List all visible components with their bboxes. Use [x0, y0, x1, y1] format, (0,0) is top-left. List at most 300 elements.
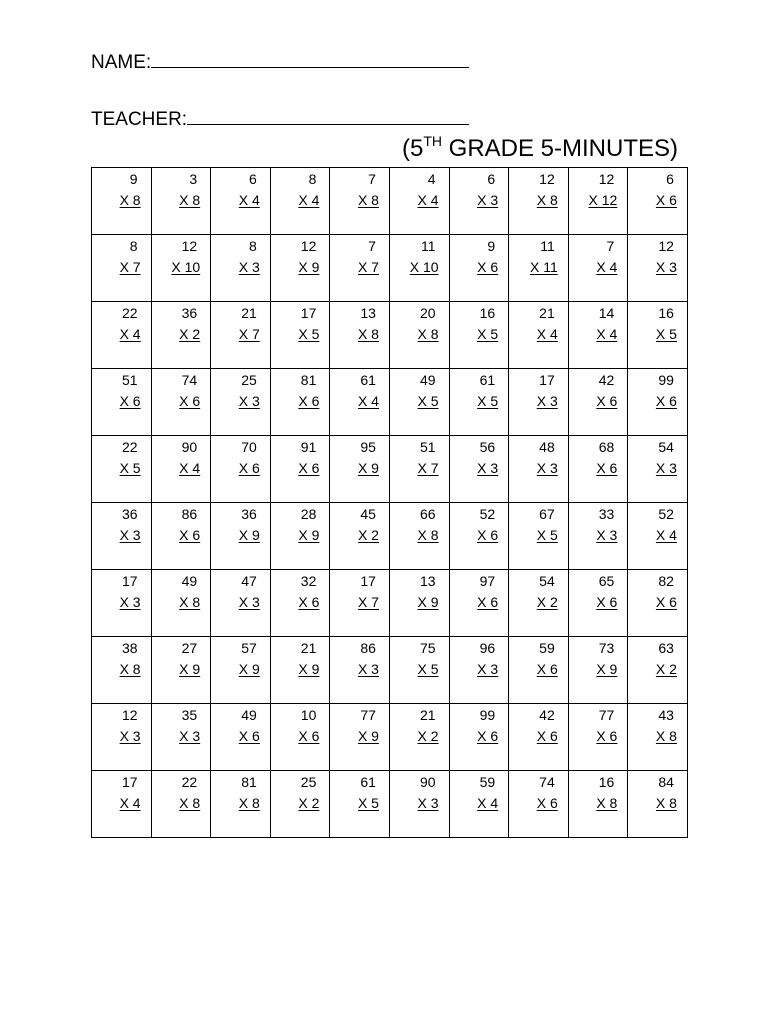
- problem-number: 96: [479, 640, 496, 656]
- problem-cell[interactable]: [568, 436, 628, 503]
- problem-multiplier: X 7: [357, 594, 379, 610]
- problem-number: 49: [241, 707, 257, 723]
- problem-cell[interactable]: [449, 369, 509, 436]
- problem-multiplier: X 4: [119, 795, 141, 811]
- problem-number: 21: [241, 305, 257, 321]
- problem-cell[interactable]: [568, 704, 628, 771]
- problem-cell[interactable]: [568, 771, 628, 838]
- problem-cell[interactable]: [628, 503, 688, 570]
- problem-multiplier: X 4: [596, 326, 618, 342]
- problem-multiplier: X 3: [357, 661, 379, 677]
- problem-cell[interactable]: [628, 704, 688, 771]
- problem-cell[interactable]: [568, 570, 628, 637]
- problem-number: 75: [419, 640, 436, 656]
- problem-multiplier: X 2: [417, 728, 439, 744]
- problem-multiplier: X 8: [655, 795, 677, 811]
- problem-number: 77: [360, 707, 376, 723]
- problem-multiplier: X 4: [298, 192, 320, 208]
- problem-cell[interactable]: [330, 369, 390, 436]
- problem-number: 33: [598, 506, 615, 522]
- title-open: (5: [401, 135, 424, 162]
- problem-multiplier: X 6: [596, 728, 618, 744]
- problem-row: [92, 302, 688, 369]
- problem-cell[interactable]: [270, 637, 330, 704]
- problem-number: 49: [419, 372, 436, 388]
- problem-number: 12: [539, 171, 555, 187]
- problem-number: 77: [598, 707, 615, 723]
- problem-cell[interactable]: [270, 369, 330, 436]
- problem-row: [92, 570, 688, 637]
- problem-number: 52: [479, 506, 496, 522]
- problem-number: 51: [419, 439, 436, 455]
- problem-cell[interactable]: [211, 436, 271, 503]
- problem-cell[interactable]: [628, 570, 688, 637]
- problem-number: 74: [181, 372, 198, 388]
- problem-cell[interactable]: [389, 637, 449, 704]
- problem-row: [92, 771, 688, 838]
- problem-cell[interactable]: [389, 436, 449, 503]
- problem-multiplier: X 6: [536, 728, 558, 744]
- problem-multiplier: X 4: [655, 527, 677, 543]
- problem-number: 12: [122, 707, 138, 723]
- problem-number: 12: [181, 238, 198, 254]
- problem-cell[interactable]: [330, 637, 390, 704]
- problem-multiplier: X 8: [357, 326, 379, 342]
- problem-multiplier: X 4: [357, 393, 379, 409]
- problem-number: 95: [360, 439, 376, 455]
- problem-cell[interactable]: [509, 168, 569, 235]
- problem-number: 25: [241, 372, 257, 388]
- problem-number: 9: [129, 171, 138, 187]
- problem-multiplier: X 3: [119, 728, 141, 744]
- problem-cell[interactable]: [151, 302, 211, 369]
- problem-number: 81: [241, 774, 257, 790]
- problem-multiplier: X 10: [171, 259, 201, 275]
- problem-cell[interactable]: [628, 436, 688, 503]
- problem-number: 66: [419, 506, 436, 522]
- problem-multiplier: X 5: [536, 527, 558, 543]
- problem-cell[interactable]: [151, 570, 211, 637]
- problem-number: 49: [181, 573, 198, 589]
- problem-number: 59: [539, 640, 555, 656]
- problem-multiplier: X 8: [179, 795, 201, 811]
- problem-row: [92, 637, 688, 704]
- problem-number: 7: [606, 238, 615, 254]
- problem-multiplier: X 5: [417, 393, 439, 409]
- problem-cell[interactable]: [628, 369, 688, 436]
- teacher-blank-line[interactable]: [187, 106, 469, 125]
- name-blank-line[interactable]: [151, 49, 469, 68]
- problem-row: [92, 235, 688, 302]
- problem-number: 22: [122, 439, 138, 455]
- problem-number: 27: [181, 640, 198, 656]
- problem-multiplier: X 5: [417, 661, 439, 677]
- problem-multiplier: X 3: [477, 460, 499, 476]
- problem-number: 82: [658, 573, 674, 589]
- problem-cell[interactable]: [568, 302, 628, 369]
- problem-cell[interactable]: [211, 168, 271, 235]
- problem-multiplier: X 3: [596, 527, 618, 543]
- problem-multiplier: X 6: [596, 594, 618, 610]
- problem-cell[interactable]: [389, 503, 449, 570]
- problem-number: 47: [241, 573, 257, 589]
- problem-multiplier: X 6: [477, 259, 499, 275]
- problem-multiplier: X 5: [477, 393, 499, 409]
- problem-number: 99: [658, 372, 674, 388]
- problem-number: 52: [658, 506, 674, 522]
- problem-row: [92, 168, 688, 235]
- problem-number: 21: [539, 305, 555, 321]
- problem-number: 12: [300, 238, 317, 254]
- problem-multiplier: X 9: [596, 661, 618, 677]
- problem-number: 16: [658, 305, 674, 321]
- problem-number: 28: [300, 506, 317, 522]
- problem-cell[interactable]: [449, 704, 509, 771]
- problem-cell[interactable]: [92, 503, 152, 570]
- problem-cell[interactable]: [389, 369, 449, 436]
- problem-cell[interactable]: [509, 369, 569, 436]
- problem-cell[interactable]: [628, 771, 688, 838]
- problem-cell[interactable]: [389, 771, 449, 838]
- problem-multiplier: X 8: [179, 192, 201, 208]
- problem-multiplier: X 3: [536, 393, 558, 409]
- problem-multiplier: X 4: [596, 259, 618, 275]
- problem-number: 14: [598, 305, 615, 321]
- name-label: NAME:: [91, 52, 152, 73]
- problem-number: 38: [122, 640, 138, 656]
- problem-cell[interactable]: [270, 503, 330, 570]
- problem-number: 73: [598, 640, 615, 656]
- problem-cell[interactable]: [92, 168, 152, 235]
- problem-grid-body: [92, 168, 688, 838]
- problem-multiplier: X 2: [357, 527, 379, 543]
- problem-number: 8: [308, 171, 317, 187]
- problem-multiplier: X 3: [119, 527, 141, 543]
- problem-multiplier: X 8: [655, 728, 677, 744]
- problem-row: [92, 436, 688, 503]
- problem-cell[interactable]: [151, 704, 211, 771]
- problem-multiplier: X 6: [298, 393, 320, 409]
- problem-number: 17: [122, 573, 138, 589]
- problem-cell[interactable]: [389, 235, 449, 302]
- problem-cell[interactable]: [628, 168, 688, 235]
- problem-cell[interactable]: [211, 302, 271, 369]
- problem-number: 21: [419, 707, 436, 723]
- problem-cell[interactable]: [211, 704, 271, 771]
- problem-multiplier: X 5: [655, 326, 677, 342]
- problem-number: 20: [419, 305, 436, 321]
- problem-cell[interactable]: [92, 369, 152, 436]
- problem-multiplier: X 6: [238, 460, 260, 476]
- problem-number: 8: [129, 238, 138, 254]
- problem-row: [92, 503, 688, 570]
- problem-cell[interactable]: [509, 570, 569, 637]
- problem-multiplier: X 8: [238, 795, 260, 811]
- problem-multiplier: X 4: [417, 192, 439, 208]
- problem-multiplier: X 3: [179, 728, 201, 744]
- problem-multiplier: X 2: [536, 594, 558, 610]
- problem-number: 17: [122, 774, 138, 790]
- problem-multiplier: X 6: [179, 393, 201, 409]
- problem-cell[interactable]: [509, 637, 569, 704]
- problem-number: 6: [487, 171, 496, 187]
- problem-cell[interactable]: [628, 637, 688, 704]
- problem-multiplier: X 6: [536, 661, 558, 677]
- problem-number: 51: [122, 372, 138, 388]
- problem-multiplier: X 8: [417, 326, 439, 342]
- problem-multiplier: X 7: [357, 259, 379, 275]
- problem-number: 11: [540, 238, 555, 254]
- problem-number: 86: [181, 506, 198, 522]
- problem-cell[interactable]: [211, 369, 271, 436]
- problem-multiplier: X 5: [357, 795, 379, 811]
- problem-multiplier: X 4: [119, 326, 141, 342]
- problem-multiplier: X 6: [477, 527, 499, 543]
- problem-cell[interactable]: [211, 637, 271, 704]
- problem-number: 13: [419, 573, 436, 589]
- problem-multiplier: X 11: [529, 259, 558, 275]
- problem-multiplier: X 6: [298, 728, 320, 744]
- problem-multiplier: X 6: [596, 393, 618, 409]
- problem-cell[interactable]: [270, 235, 330, 302]
- problem-multiplier: X 8: [119, 661, 141, 677]
- problem-multiplier: X 3: [655, 259, 677, 275]
- problem-cell[interactable]: [211, 235, 271, 302]
- problem-number: 17: [300, 305, 317, 321]
- problem-multiplier: X 10: [409, 259, 439, 275]
- problem-cell[interactable]: [509, 235, 569, 302]
- problem-cell[interactable]: [449, 771, 509, 838]
- problem-cell[interactable]: [330, 503, 390, 570]
- problem-cell[interactable]: [568, 168, 628, 235]
- problem-number: 99: [479, 707, 496, 723]
- problem-number: 61: [479, 372, 496, 388]
- problem-cell[interactable]: [449, 235, 509, 302]
- problem-cell[interactable]: [568, 503, 628, 570]
- problem-multiplier: X 8: [119, 192, 141, 208]
- problem-cell[interactable]: [628, 235, 688, 302]
- problem-multiplier: X 6: [655, 393, 677, 409]
- problem-multiplier: X 8: [417, 527, 439, 543]
- problem-cell[interactable]: [270, 771, 330, 838]
- problem-cell[interactable]: [151, 235, 211, 302]
- problem-cell[interactable]: [509, 503, 569, 570]
- problem-multiplier: X 5: [298, 326, 320, 342]
- problem-multiplier: X 8: [357, 192, 379, 208]
- problem-number: 81: [300, 372, 317, 388]
- problem-cell[interactable]: [330, 235, 390, 302]
- problem-cell[interactable]: [509, 771, 569, 838]
- problem-number: 57: [241, 640, 257, 656]
- problem-number: 90: [181, 439, 198, 455]
- problem-multiplier: X 9: [417, 594, 439, 610]
- problem-number: 12: [598, 171, 615, 187]
- problem-number: 4: [427, 171, 436, 187]
- problem-multiplier: X 5: [119, 460, 141, 476]
- problem-multiplier: X 4: [536, 326, 558, 342]
- problem-number: 67: [539, 506, 555, 522]
- problem-cell[interactable]: [509, 704, 569, 771]
- problem-multiplier: X 9: [298, 527, 320, 543]
- problem-multiplier: X 9: [238, 661, 260, 677]
- problem-cell[interactable]: [449, 637, 509, 704]
- teacher-field[interactable]: [91, 106, 469, 132]
- name-field[interactable]: [91, 49, 469, 75]
- problem-cell[interactable]: [330, 771, 390, 838]
- problem-multiplier: X 6: [238, 728, 260, 744]
- title-rest: GRADE 5-MINUTES): [441, 135, 678, 162]
- problem-number: 16: [598, 774, 615, 790]
- problem-number: 36: [122, 506, 138, 522]
- problem-multiplier: X 3: [238, 594, 260, 610]
- problem-number: 21: [300, 640, 317, 656]
- problem-multiplier: X 9: [238, 527, 260, 543]
- problem-multiplier: X 6: [536, 795, 558, 811]
- problem-multiplier: X 3: [477, 661, 499, 677]
- problem-cell[interactable]: [449, 436, 509, 503]
- problem-cell[interactable]: [211, 771, 271, 838]
- problem-multiplier: X 3: [536, 460, 558, 476]
- problem-cell[interactable]: [389, 168, 449, 235]
- problem-cell[interactable]: [270, 436, 330, 503]
- problem-multiplier: X 8: [596, 795, 618, 811]
- problem-multiplier: X 4: [238, 192, 260, 208]
- problem-cell[interactable]: [449, 302, 509, 369]
- problem-cell[interactable]: [151, 436, 211, 503]
- problem-number: 61: [360, 372, 376, 388]
- problem-cell[interactable]: [330, 168, 390, 235]
- problem-number: 7: [368, 171, 376, 187]
- problem-number: 32: [300, 573, 317, 589]
- problem-number: 84: [658, 774, 674, 790]
- problem-cell[interactable]: [270, 168, 330, 235]
- problem-cell[interactable]: [151, 503, 211, 570]
- problem-multiplier: X 7: [417, 460, 439, 476]
- problem-number: 65: [598, 573, 615, 589]
- problem-cell[interactable]: [509, 302, 569, 369]
- problem-number: 43: [658, 707, 674, 723]
- problem-number: 8: [248, 238, 257, 254]
- problem-cell[interactable]: [92, 436, 152, 503]
- problem-cell[interactable]: [389, 302, 449, 369]
- problem-number: 17: [539, 372, 555, 388]
- problem-multiplier: X 6: [298, 594, 320, 610]
- problem-multiplier: X 9: [357, 460, 379, 476]
- problem-cell[interactable]: [270, 570, 330, 637]
- problem-number: 54: [658, 439, 674, 455]
- problem-number: 68: [598, 439, 615, 455]
- problem-cell[interactable]: [330, 570, 390, 637]
- problem-cell[interactable]: [449, 570, 509, 637]
- problem-multiplier: X 3: [238, 393, 260, 409]
- problem-cell[interactable]: [330, 302, 390, 369]
- problem-multiplier: X 2: [655, 661, 677, 677]
- problem-number: 7: [368, 238, 376, 254]
- problem-cell[interactable]: [151, 637, 211, 704]
- problem-cell[interactable]: [92, 235, 152, 302]
- problem-multiplier: X 8: [179, 594, 201, 610]
- problem-number: 10: [300, 707, 317, 723]
- problem-cell[interactable]: [211, 503, 271, 570]
- problem-multiplier: X 6: [655, 594, 677, 610]
- problem-number: 36: [241, 506, 257, 522]
- problem-multiplier: X 3: [119, 594, 141, 610]
- problem-cell[interactable]: [330, 436, 390, 503]
- problem-row: [92, 369, 688, 436]
- problem-number: 12: [658, 238, 674, 254]
- problem-multiplier: X 9: [298, 259, 320, 275]
- problem-multiplier: X 6: [655, 192, 677, 208]
- worksheet-title: [402, 135, 678, 163]
- problem-multiplier: X 3: [477, 192, 499, 208]
- problem-cell[interactable]: [270, 704, 330, 771]
- problem-number: 36: [181, 305, 198, 321]
- problem-multiplier: X 6: [179, 527, 201, 543]
- problem-number: 90: [419, 774, 436, 790]
- problem-cell[interactable]: [92, 302, 152, 369]
- problem-cell[interactable]: [449, 168, 509, 235]
- problem-cell[interactable]: [92, 637, 152, 704]
- problem-multiplier: X 5: [477, 326, 499, 342]
- problem-cell[interactable]: [389, 570, 449, 637]
- problem-number: 54: [539, 573, 555, 589]
- problem-multiplier: X 4: [179, 460, 201, 476]
- problem-number: 11: [421, 238, 436, 254]
- problem-number: 17: [360, 573, 376, 589]
- problem-cell[interactable]: [509, 436, 569, 503]
- problem-cell[interactable]: [92, 771, 152, 838]
- problem-cell[interactable]: [628, 302, 688, 369]
- problem-cell[interactable]: [568, 369, 628, 436]
- problem-row: [92, 704, 688, 771]
- title-superscript: TH: [423, 133, 442, 149]
- problem-multiplier: X 3: [417, 795, 439, 811]
- problem-cell[interactable]: [330, 704, 390, 771]
- problem-number: 61: [360, 774, 376, 790]
- problem-multiplier: X 7: [119, 259, 141, 275]
- problem-number: 91: [300, 439, 317, 455]
- problem-cell[interactable]: [568, 235, 628, 302]
- problem-number: 45: [360, 506, 376, 522]
- problem-number: 13: [360, 305, 376, 321]
- problem-cell[interactable]: [92, 570, 152, 637]
- problem-number: 3: [189, 171, 198, 187]
- problem-number: 22: [122, 305, 138, 321]
- problem-multiplier: X 6: [477, 594, 499, 610]
- problem-number: 74: [539, 774, 555, 790]
- problem-multiplier: X 8: [536, 192, 558, 208]
- problem-number: 16: [479, 305, 496, 321]
- problem-cell[interactable]: [568, 637, 628, 704]
- problem-multiplier: X 7: [238, 326, 260, 342]
- problem-cell[interactable]: [92, 704, 152, 771]
- problem-cell[interactable]: [270, 302, 330, 369]
- problem-number: 25: [300, 774, 317, 790]
- teacher-label: TEACHER:: [91, 109, 188, 130]
- problem-cell[interactable]: [211, 570, 271, 637]
- problem-multiplier: X 2: [298, 795, 320, 811]
- problem-multiplier: X 12: [588, 192, 618, 208]
- problem-cell[interactable]: [449, 503, 509, 570]
- problem-cell[interactable]: [151, 771, 211, 838]
- problem-multiplier: X 9: [357, 728, 379, 744]
- problem-cell[interactable]: [151, 168, 211, 235]
- problem-cell[interactable]: [389, 704, 449, 771]
- problem-number: 42: [539, 707, 555, 723]
- problem-cell[interactable]: [151, 369, 211, 436]
- problem-number: 35: [181, 707, 198, 723]
- problem-multiplier: X 6: [596, 460, 618, 476]
